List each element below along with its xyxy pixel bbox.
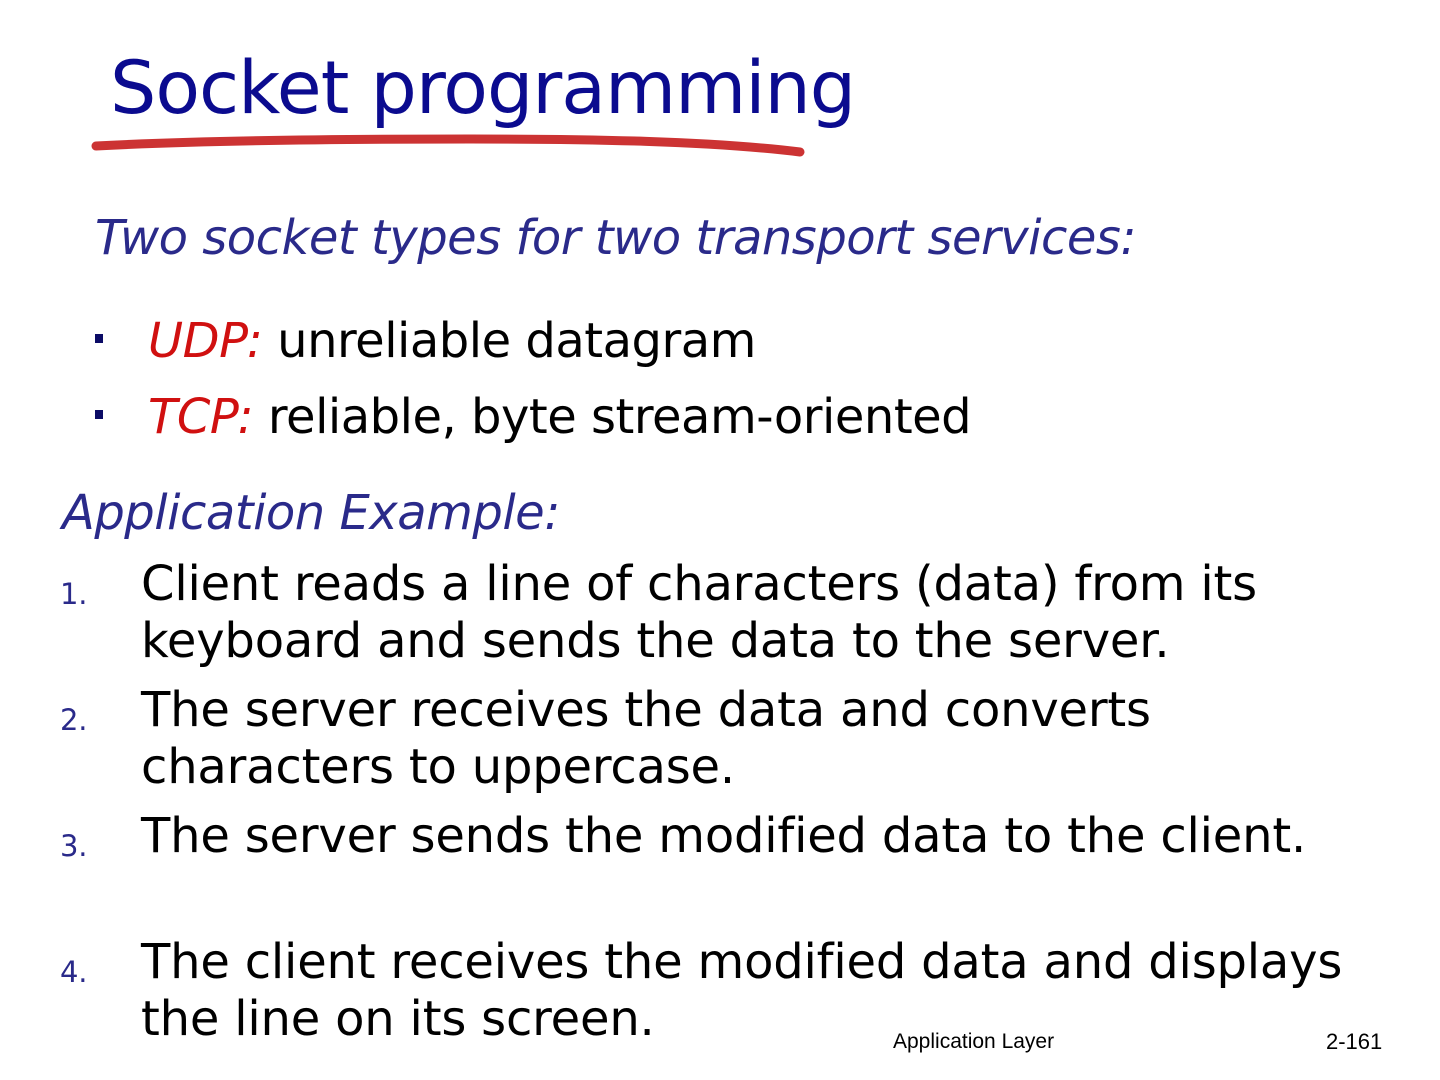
slide-subtitle: Two socket types for two transport services:: [95, 210, 1137, 266]
bullet-label: UDP:: [148, 313, 263, 369]
step-text: Client reads a line of characters (data) from its keyboard and sends the data to the server.: [141, 556, 1257, 669]
step-item: [60, 808, 1360, 934]
step-number: 2.: [60, 703, 88, 737]
step-number: 1.: [60, 577, 88, 611]
numbered-step-list: [60, 556, 1360, 1060]
bullet-text: reliable, byte stream-oriented: [267, 389, 972, 445]
footer-label: Application Layer: [893, 1030, 1055, 1053]
slide-title: Socket programming: [110, 46, 856, 131]
step-item: [60, 556, 1360, 682]
step-text: The server receives the data and converts characters to uppercase.: [141, 682, 1151, 795]
step-text: The server sends the modified data to the client.: [141, 808, 1307, 864]
bullet-text: unreliable datagram: [277, 313, 756, 369]
step-number: 3.: [60, 829, 88, 863]
title-underline-stroke: [90, 130, 810, 164]
square-bullet-icon: [95, 334, 103, 343]
step-item: [60, 934, 1360, 1060]
square-bullet-icon: [95, 410, 103, 419]
bullet-label: TCP:: [148, 389, 254, 445]
section-heading: Application Example:: [62, 485, 560, 541]
step-number: 4.: [60, 955, 88, 989]
step-item: [60, 682, 1360, 808]
slide-number: 2-161: [1326, 1029, 1383, 1054]
step-text: The client receives the modified data and displays the line on its screen.: [141, 934, 1343, 1047]
